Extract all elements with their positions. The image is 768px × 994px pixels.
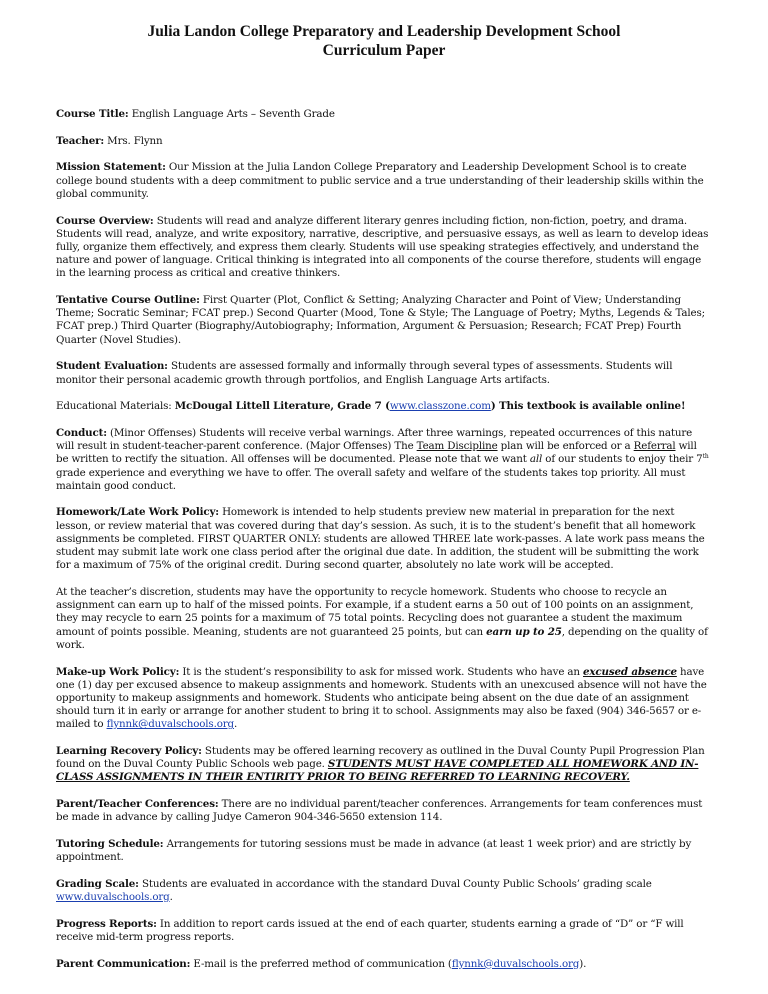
communication-email-link[interactable]: flynnk@duvalschools.org: [451, 957, 580, 970]
conduct-section: [56, 427, 710, 493]
evaluation-text: Students are assessed formally and informally through several types of assessments. Students will monitor their personal academic growth through portfolios, and English Language Arts artifacts.: [56, 360, 673, 386]
conferences-label: Parent/Teacher Conferences:: [56, 798, 219, 811]
recycle-text-2: , depending on the quality of work.: [56, 625, 708, 651]
referral-text: Referral: [633, 440, 676, 453]
homework-label: Homework/Late Work Policy:: [56, 506, 219, 519]
outline-label: Tentative Course Outline:: [56, 294, 200, 307]
school-name: Julia Landon College Preparatory and Leadership Development School: [147, 23, 621, 40]
communication-text: E-mail is the preferred method of communication (: [190, 957, 452, 970]
overview-section: [56, 215, 710, 281]
teacher-label: Teacher:: [56, 134, 105, 147]
mission-section: [56, 161, 710, 201]
overview-label: Course Overview:: [56, 214, 154, 227]
evaluation-label: Student Evaluation:: [56, 360, 168, 373]
makeup-text-1: It is the student’s responsibility to ask for missed work. Students who have an: [182, 665, 583, 678]
makeup-section: [56, 666, 710, 732]
progress-text: In addition to report cards issued at the end of each quarter, students earning a grade of “D” or “F will receive mid-term progress reports.: [56, 917, 684, 944]
recovery-section: [56, 745, 710, 785]
recycle-section: [56, 586, 710, 652]
recovery-text: Students may be offered learning recovery as outlined in the Duval County Pupil Progression Plan found on the Duval County Public Schools web page.: [56, 745, 705, 771]
makeup-text-3: .: [233, 718, 238, 731]
teacher-section: [56, 135, 710, 148]
grading-text-end: .: [169, 891, 173, 904]
teacher-email-link[interactable]: flynnk@duvalschools.org: [106, 718, 234, 731]
grading-label: Grading Scale:: [56, 877, 139, 890]
paper-title: Curriculum Paper: [322, 42, 446, 59]
recovery-label: Learning Recovery Policy:: [56, 745, 202, 758]
course-title-value: English Language Arts – Seventh Grade: [131, 108, 335, 120]
makeup-label: Make-up Work Policy:: [56, 665, 180, 678]
document-body: [56, 108, 710, 984]
course-title-label: Course Title:: [56, 108, 129, 120]
document-header: [0, 22, 768, 60]
tutoring-text: Arrangements for tutoring sessions must be made in advance (at least 1 week prior) and are strictly by appointment.: [56, 838, 692, 864]
ordinal-suffix: th: [702, 453, 709, 461]
recycle-text-1: At the teacher’s discretion, students may have the opportunity to recycle homework. Students who choose to recycle an assignment can earn up to half of the missed points. For example, if a student earns a 50 out of 100 points on an assignment, they may recycle to earn 25 points for a maximum of 75 total points. Recycling does not guarantee a student the maximum amount of points possible. Meaning, students are not guaranteed 25 points, but can: [56, 585, 694, 638]
communication-label: Parent Communication:: [56, 957, 191, 970]
conduct-text-1: (Minor Offenses) Students will receive verbal warnings. After three warnings, repeated occurrences of this nature will result in student-teacher-parent conference. (Major Offenses) The: [56, 426, 693, 453]
mission-text: Our Mission at the Julia Landon College Preparatory and Leadership Development School is to create college bound students with a deep commitment to public service and a true understanding of their leadership skills within the global community.: [56, 161, 704, 200]
progress-section: [56, 918, 710, 944]
conferences-section: [56, 798, 710, 824]
tutoring-label: Tutoring Schedule:: [56, 838, 164, 851]
excused-absence-text: excused absence: [583, 665, 677, 678]
conduct-text-3: will be written to rectify the situation. All offenses will be documented. Please note that we want: [56, 440, 697, 466]
outline-text: First Quarter (Plot, Conflict & Setting; Analyzing Character and Point of View; Understanding Theme; Socratic Seminar; FCAT prep.) Second Quarter (Mood, Tone & Style; The Language of Poetry; Myths, Legends & Tales; FCAT prep.) Third Quarter (Biography/Autobiography; Information, Argument & Persuasion; Research; FCAT Prep) Fourth Quarter (Novel Studies).: [56, 294, 705, 346]
homework-section: [56, 506, 710, 572]
makeup-text-2: have one (1) day per excused absence to makeup assignments and homework. Students with an unexcused absence will not have the opportunity to makeup assignments and homework. Students who anticipate being absent on the due date of an assignment should turn it in early or arrange for another student to bring it to school. Assignments may also be faxed (904) 346-5657 or e-mailed to: [56, 665, 707, 731]
conduct-label: Conduct:: [56, 426, 107, 439]
materials-label: Educational Materials:: [56, 400, 172, 413]
grading-text: Students are evaluated in accordance with the standard Duval County Public Schools’ grading scale: [141, 877, 652, 890]
overview-text: Students will read and analyze different literary genres including fiction, non-fiction, poetry, and drama. Students will read, analyze, and write expository, narrative, descriptive, and persuasive essays, as well as learn to develop ideas fully, organize them effectively, and express them clearly. Students will use speaking strategies effectively, and understand the nature and power of language. Critical thinking is integrated into all components of the course therefore, students will engage in the learning process as critical and creative thinkers.: [56, 214, 709, 280]
conduct-text-2: plan will be enforced or a: [497, 440, 634, 453]
conduct-text-5: grade experience and everything we have to offer. The overall safety and welfare of the students takes top priority. All must maintain good conduct.: [56, 466, 686, 492]
recycle-emphasis: earn up to 25: [486, 625, 562, 638]
all-emphasis: all: [529, 453, 543, 466]
communication-section: [56, 958, 710, 971]
duvalschools-link[interactable]: www.duvalschools.org: [56, 891, 170, 904]
outline-section: [56, 294, 710, 347]
recovery-emphasis: STUDENTS MUST HAVE COMPLETED ALL HOMEWORK AND IN-CLASS ASSIGNMENTS IN THEIR ENTIRITY PRIOR TO BEING REFERRED TO LEARNING RECOVERY.: [56, 758, 699, 784]
evaluation-section: [56, 360, 710, 386]
course-title-section: [56, 108, 710, 121]
team-discipline-text: Team Discipline: [416, 440, 498, 453]
materials-book: McDougal Littell Literature, Grade 7 (: [174, 400, 390, 413]
progress-label: Progress Reports:: [56, 917, 157, 930]
teacher-value: Mrs. Flynn: [107, 134, 163, 147]
conferences-text: There are no individual parent/teacher conferences. Arrangements for team conferences must be made in advance by calling Judye Cameron 904-346-5650 extension 114.: [56, 798, 703, 824]
conduct-text-4: of our students to enjoy their 7: [542, 453, 703, 466]
tutoring-section: [56, 838, 710, 864]
communication-text-end: ).: [579, 957, 587, 970]
classzone-link[interactable]: www.classzone.com: [389, 400, 491, 413]
homework-text: Homework is intended to help students preview new material in preparation for the next lesson, or review material that was covered during that day’s session. As such, it is to the student’s benefit that all homework assignments be completed. FIRST QUARTER ONLY: students are allowed THREE late work-passes. A late work pass means the student may submit late work one class period after the original due date. In addition, the student will be submitting the work for a maximum of 75% of the original credit. During second quarter, absolutely no late work will be accepted.: [56, 506, 705, 572]
grading-section: [56, 878, 710, 904]
materials-note: ) This textbook is available online!: [490, 400, 686, 413]
mission-label: Mission Statement:: [56, 161, 166, 174]
materials-section: [56, 400, 710, 413]
